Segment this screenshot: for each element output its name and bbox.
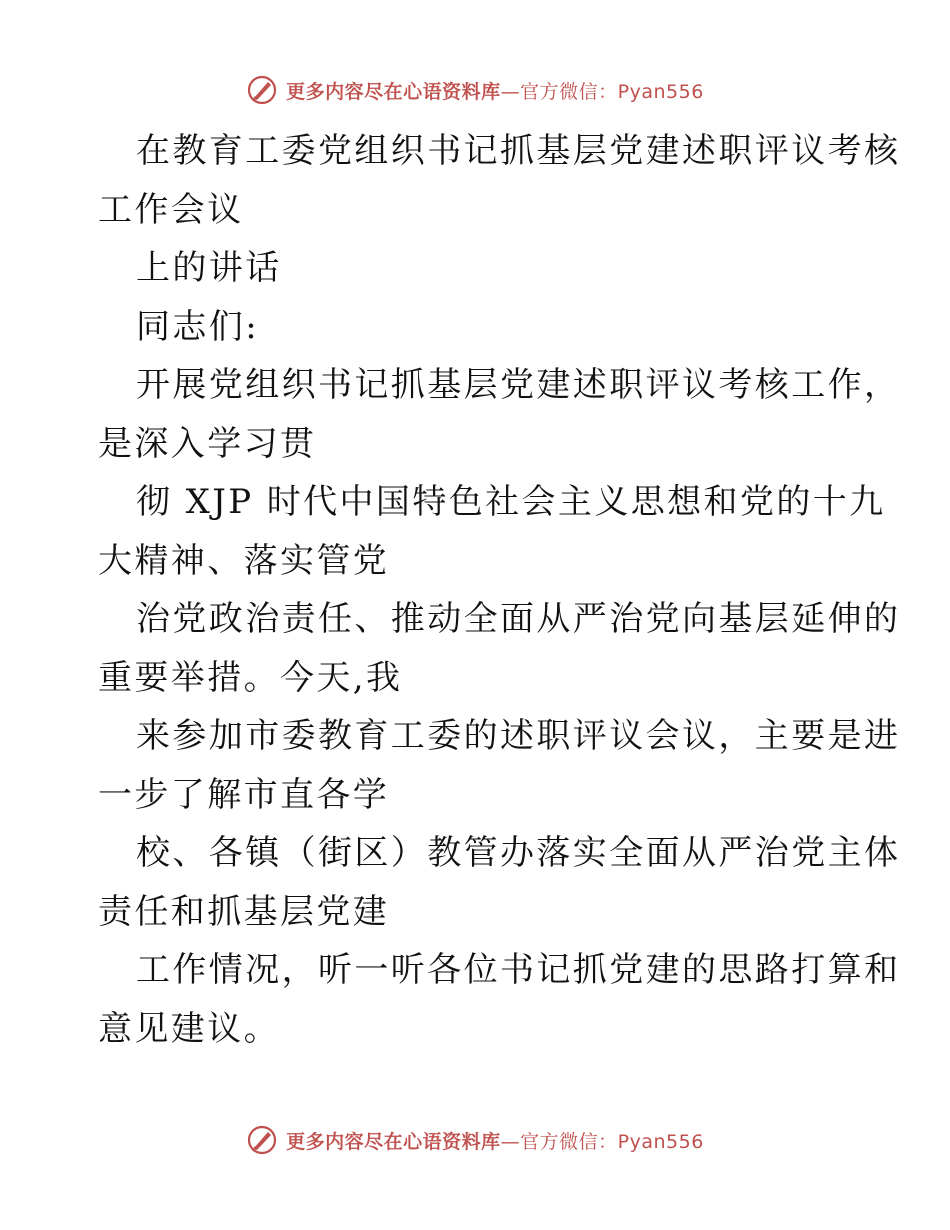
paragraph-line: 来参加市委教育工委的述职评议会议，主要是进: [136, 716, 901, 756]
paragraph-line: 校、各镇（街区）教管办落实全面从严治党主体: [136, 833, 901, 873]
paragraph-line: 开展党组织书记抓基层党建述职评议考核工作，: [136, 365, 901, 405]
paragraph-line: 大精神、落实管党: [98, 540, 390, 581]
paragraph-line: 重要举措。今天,我: [98, 657, 403, 698]
header-watermark: [0, 70, 950, 110]
quill-pen-logo-icon: [246, 74, 278, 106]
title-line-3: 上的讲话: [136, 248, 282, 288]
paragraph-line: 是深入学习贯: [98, 423, 317, 464]
paragraph-line: 责任和抓基层党建: [98, 891, 390, 932]
footer-watermark: [0, 1120, 950, 1160]
paragraph-line: 一步了解市直各学: [98, 774, 390, 815]
salutation: 同志们:: [136, 306, 260, 347]
paragraph-line: 工作情况，听一听各位书记抓党建的思路打算和: [136, 950, 901, 990]
document-body: [98, 122, 901, 1058]
footer-brand-text: 更多内容尽在心语资料库: [286, 1130, 501, 1153]
paragraph-line: 意见建议。: [98, 1008, 280, 1049]
footer-wechat-text: 官方微信：Pyan556: [520, 1130, 704, 1153]
quill-pen-logo-icon: [246, 1124, 278, 1156]
title-line-1: 在教育工委党组织书记抓基层党建述职评议考核: [136, 131, 901, 171]
header-brand-text: 更多内容尽在心语资料库: [286, 80, 501, 103]
header-wechat-text: 官方微信：Pyan556: [520, 80, 704, 103]
header-separator: —: [500, 80, 521, 103]
paragraph-line: 彻 XJP 时代中国特色社会主义思想和党的十九: [136, 482, 886, 522]
footer-separator: —: [500, 1130, 521, 1153]
title-line-2: 工作会议: [98, 189, 244, 230]
paragraph-line: 治党政治责任、推动全面从严治党向基层延伸的: [136, 599, 901, 639]
